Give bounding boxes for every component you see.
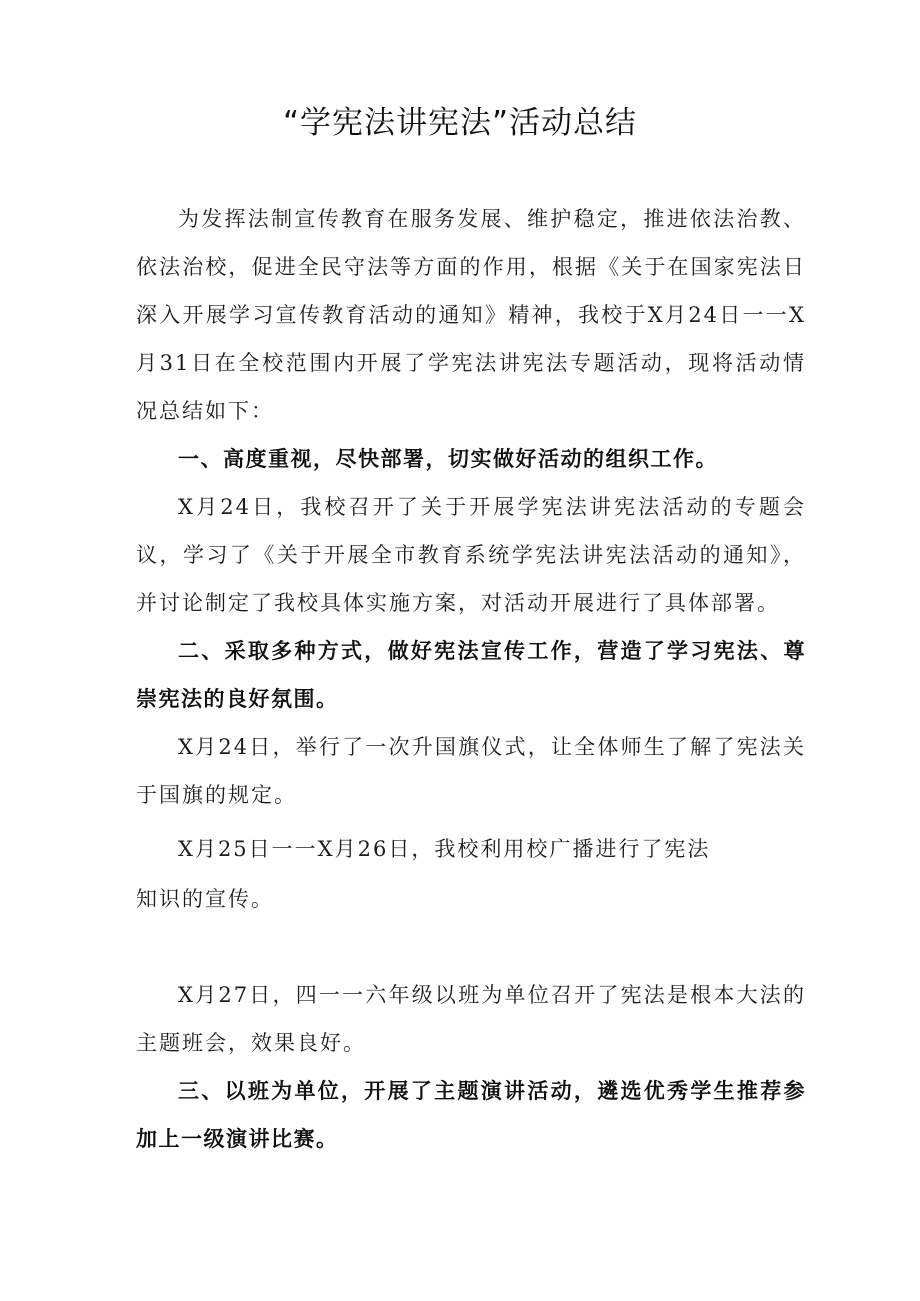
section-heading-2: 二、采取多种方式，做好宪法宣传工作，营造了学习宪法、尊崇宪法的良好氛围。 <box>136 639 806 711</box>
body-paragraph-flag-ceremony: X月24日，举行了一次升国旗仪式，让全体师生了解了宪法关于国旗的规定。 <box>136 735 806 807</box>
body-paragraph-broadcast-cont: 知识的宣传。 <box>136 887 274 911</box>
section-heading-3: 三、以班为单位，开展了主题演讲活动，遴选优秀学生推荐参加上一级演讲比赛。 <box>136 1079 806 1151</box>
broadcast-line: X月25日一一X月26日，我校利用校广播进行了宪法 <box>178 837 711 861</box>
body-paragraph-broadcast <box>136 825 806 873</box>
body-paragraph-meeting: X月24日，我校召开了关于开展学宪法讲宪法活动的专题会议，学习了《关于开展全市教育系统学宪法讲宪法活动的通知》，并讨论制定了我校具体实施方案，对活动开展进行了具体部署。 <box>136 495 806 615</box>
document-body <box>136 195 806 1163</box>
intro-paragraph: 为发挥法制宣传教育在服务发展、维护稳定，推进依法治教、依法治校，促进全民守法等方面的作用，根据《关于在国家宪法日深入开展学习宣传教育活动的通知》精神，我校于X月24日一一X月31日在全校范围内开展了学宪法讲宪法专题活动，现将活动情况总结如下： <box>136 207 806 423</box>
document-title: “学宪法讲宪法”活动总结 <box>282 105 638 141</box>
section-heading-1: 一、高度重视，尽快部署，切实做好活动的组织工作。 <box>178 447 718 471</box>
body-paragraph-class-meeting: X月27日，四一一六年级以班为单位召开了宪法是根本大法的主题班会，效果良好。 <box>136 983 806 1055</box>
